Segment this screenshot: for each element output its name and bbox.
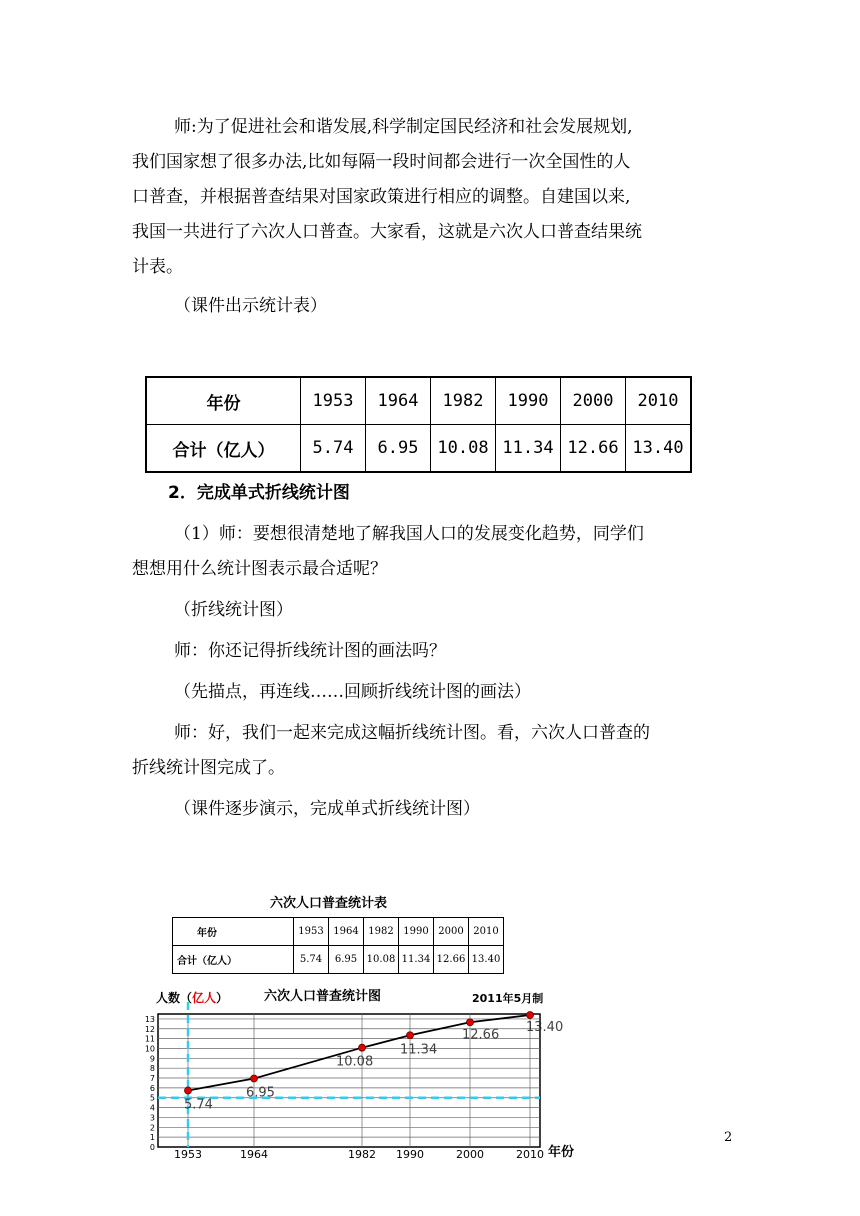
table-cell: 1953 — [301, 377, 366, 425]
year-header: 年份 — [173, 918, 294, 946]
table-cell: 1953 — [294, 918, 329, 946]
x-tick-label: 2000 — [456, 1148, 484, 1161]
table-cell: 10.08 — [364, 946, 399, 974]
data-label: 5.74 — [184, 1097, 213, 1113]
y-tick-label: 3 — [149, 1113, 155, 1123]
data-point — [359, 1044, 366, 1051]
x-tick-label: 1964 — [240, 1148, 268, 1161]
table-cell: 1990 — [496, 377, 561, 425]
text-line: 我国一共进行了六次人口普查。大家看，这就是六次人口普查结果统 — [132, 222, 642, 242]
table-cell: 1982 — [431, 377, 496, 425]
table-cell: 13.40 — [469, 946, 504, 974]
table-cell: 12.66 — [561, 425, 626, 473]
x-tick-label: 1953 — [174, 1148, 202, 1161]
y-tick-label: 11 — [144, 1034, 155, 1044]
table-cell: 2000 — [434, 918, 469, 946]
table-cell: 11.34 — [496, 425, 561, 473]
y-tick-label: 8 — [149, 1064, 155, 1074]
table-row — [146, 425, 691, 473]
y-tick-label: 9 — [149, 1054, 155, 1064]
text-line: 师：好，我们一起来完成这幅折线统计图。看，六次人口普查的 — [174, 723, 650, 743]
x-axis-label: 年份 — [548, 1145, 575, 1160]
y-tick-label: 1 — [149, 1133, 155, 1143]
page-number: 2 — [724, 1130, 733, 1145]
y-tick-label: 2 — [149, 1123, 155, 1133]
figure-table — [172, 917, 504, 974]
y-tick-label: 13 — [144, 1014, 155, 1024]
total-header: 合计（亿人） — [173, 946, 294, 974]
intro-paragraph — [132, 110, 732, 324]
table-cell: 5.74 — [301, 425, 366, 473]
text-line: 师：你还记得折线统计图的画法吗？ — [174, 641, 446, 661]
dialog-section — [132, 476, 732, 827]
table-cell: 13.40 — [626, 425, 692, 473]
table-cell: 6.95 — [366, 425, 431, 473]
text-line: （先描点，再连线……回顾折线统计图的画法） — [174, 682, 531, 702]
y-tick-label: 6 — [149, 1083, 155, 1093]
data-point — [407, 1032, 414, 1039]
table-cell: 2010 — [469, 918, 504, 946]
table-cell: 1964 — [329, 918, 364, 946]
courseware-note: （课件出示统计表） — [174, 296, 327, 316]
y-tick-label: 5 — [149, 1093, 155, 1103]
table-cell: 1990 — [399, 918, 434, 946]
census-table — [145, 376, 692, 473]
data-point — [185, 1087, 192, 1094]
figure-table-title: 六次人口普查统计表 — [270, 896, 388, 911]
table-cell: 6.95 — [329, 946, 364, 974]
total-header: 合计（亿人） — [146, 425, 301, 473]
chart-subtitle: 2011年5月制 — [472, 992, 544, 1005]
table-cell: 2000 — [561, 377, 626, 425]
table-cell: 5.74 — [294, 946, 329, 974]
table-cell: 1964 — [366, 377, 431, 425]
data-point — [527, 1011, 534, 1018]
data-label: 13.40 — [526, 1019, 564, 1035]
x-tick-label: 1982 — [348, 1148, 376, 1161]
section-heading: 2．完成单式折线统计图 — [168, 483, 350, 503]
population-line-chart — [140, 984, 600, 1164]
chart-title: 六次人口普查统计图 — [264, 989, 382, 1004]
text-line: 计表。 — [132, 257, 183, 277]
text-line: 想想用什么统计图表示最合适呢？ — [132, 559, 387, 579]
table-cell: 10.08 — [431, 425, 496, 473]
table-row — [173, 918, 504, 946]
text-line: 师:为了促进社会和谐发展,科学制定国民经济和社会发展规划, — [174, 117, 633, 137]
data-point — [467, 1019, 474, 1026]
text-line: （课件逐步演示，完成单式折线统计图） — [174, 799, 480, 819]
text-line: 我们国家想了很多办法,比如每隔一段时间都会进行一次全国性的人 — [132, 152, 631, 172]
y-tick-label: 10 — [144, 1044, 155, 1054]
text-line: 口普查，并根据普查结果对国家政策进行相应的调整。自建国以来, — [132, 187, 631, 207]
y-tick-label: 7 — [149, 1074, 155, 1084]
table-row — [146, 377, 691, 425]
table-cell: 12.66 — [434, 946, 469, 974]
table-cell: 11.34 — [399, 946, 434, 974]
year-header: 年份 — [146, 377, 301, 425]
y-axis-label: 人数（亿人） — [156, 991, 229, 1005]
y-tick-label: 4 — [149, 1103, 155, 1113]
data-label: 10.08 — [336, 1054, 374, 1070]
x-tick-label: 2010 — [516, 1148, 544, 1161]
table-row — [173, 946, 504, 974]
table-cell: 2010 — [626, 377, 692, 425]
y-tick-label: 12 — [144, 1024, 155, 1034]
data-label: 6.95 — [246, 1085, 275, 1101]
data-point — [251, 1075, 258, 1082]
table-cell: 1982 — [364, 918, 399, 946]
data-label: 12.66 — [462, 1027, 500, 1043]
y-tick-label: 0 — [149, 1143, 155, 1152]
text-line: （1）师：要想很清楚地了解我国人口的发展变化趋势，同学们 — [174, 524, 644, 544]
data-label: 11.34 — [400, 1042, 438, 1058]
x-tick-label: 1990 — [396, 1148, 424, 1161]
text-line: （折线统计图） — [174, 600, 293, 620]
text-line: 折线统计图完成了。 — [132, 758, 285, 778]
